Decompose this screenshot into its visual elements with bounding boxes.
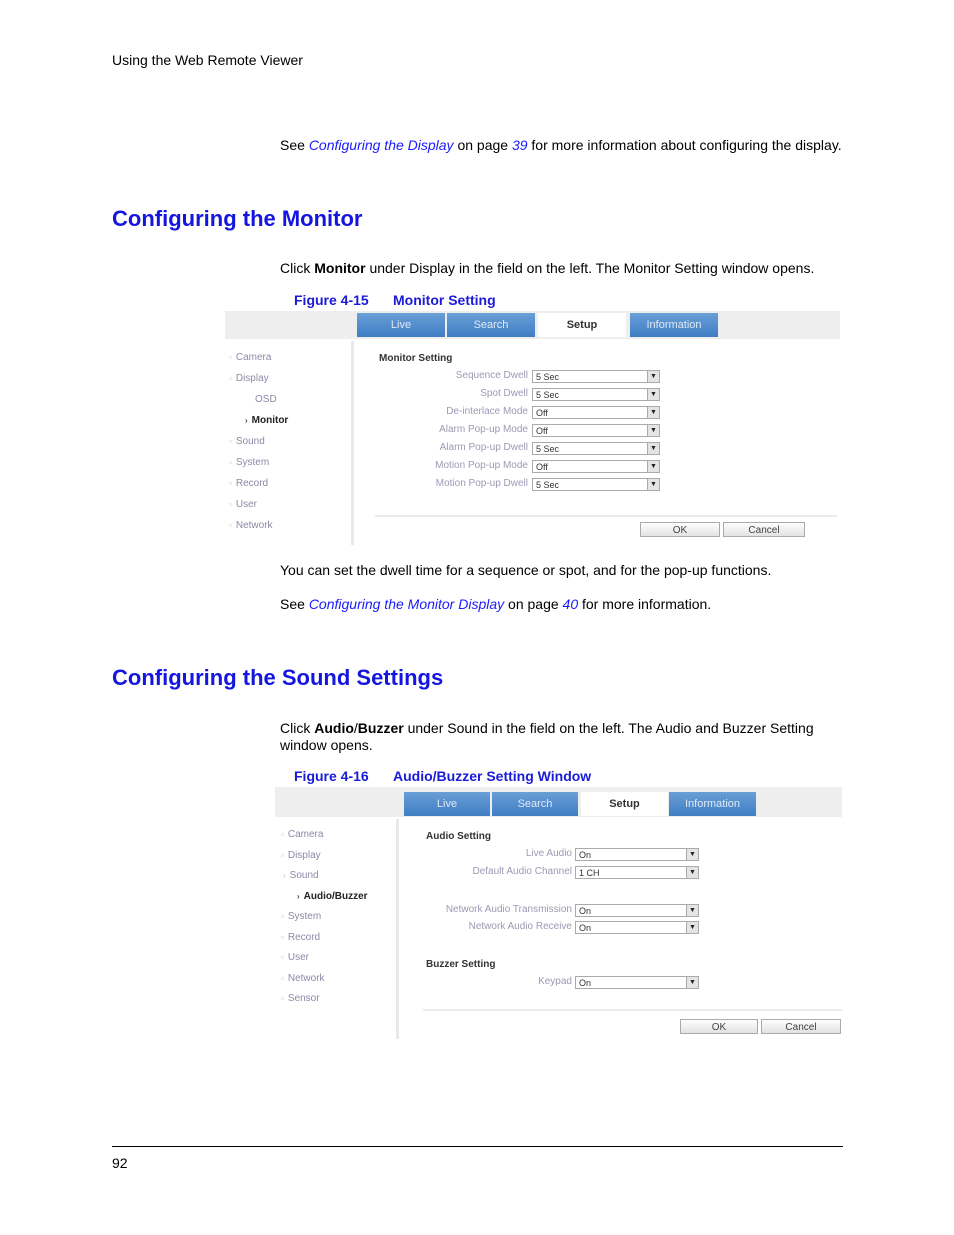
network-audio-transmission-label: Network Audio Transmission (445, 904, 572, 915)
live-audio-label: Live Audio (525, 848, 572, 859)
deinterlace-mode-label: De-interlace Mode (446, 406, 528, 417)
bullet-icon: ▫ (229, 374, 232, 383)
sidebar-item-network[interactable]: ▫ Network (281, 973, 325, 984)
sidebar-item-record[interactable]: ▫ Record (281, 932, 321, 943)
bullet-icon: ▫ (229, 479, 232, 488)
monitor-p1-pre: Click (280, 260, 315, 276)
buzzer-setting-title: Buzzer Setting (426, 959, 496, 970)
sidebar-item-sound[interactable]: ▫ Sound (229, 436, 265, 447)
tab-setup[interactable]: Setup (538, 313, 626, 337)
sidebar-item-system[interactable]: ▫ System (229, 457, 270, 468)
alarm-popup-dwell-label: Alarm Pop-up Dwell (439, 442, 528, 453)
dropdown-arrow-icon: ▼ (686, 849, 698, 860)
intro-mid: on page (453, 137, 512, 153)
sidebar-item-sensor[interactable]: ▫ Sensor (281, 993, 320, 1004)
bullet-icon: ▫ (281, 912, 284, 921)
network-audio-receive-label: Network Audio Receive (468, 921, 572, 932)
running-header: Using the Web Remote Viewer (112, 52, 303, 68)
sidebar-item-system[interactable]: ▫ System (281, 911, 322, 922)
setup-sidebar (225, 341, 354, 545)
monitor-heading: Configuring the Monitor (112, 206, 363, 231)
figure-title: Monitor Setting (393, 292, 496, 308)
sidebar-item-sound[interactable]: › Sound (283, 870, 319, 881)
sidebar-item-user[interactable]: ▫ User (281, 952, 309, 963)
alarm-popup-mode-select[interactable]: Off ▼ (532, 424, 660, 437)
network-audio-transmission-select[interactable]: On ▼ (575, 904, 699, 917)
monitor-setting-title: Monitor Setting (379, 353, 453, 364)
tab-live[interactable]: Live (404, 792, 490, 816)
figure-number: Figure 4-16 (294, 768, 369, 784)
display-page-link[interactable]: 39 (511, 137, 528, 153)
tab-information[interactable]: Information (630, 313, 718, 337)
dropdown-arrow-icon: ▼ (647, 479, 659, 490)
sidebar-item-camera[interactable]: ▫ Camera (229, 352, 272, 363)
sidebar-item-display[interactable]: ▫ Display (281, 850, 321, 861)
monitor-see-paragraph (280, 596, 711, 613)
sidebar-item-monitor[interactable]: › Monitor (245, 415, 289, 426)
monitor-see-mid: on page (504, 596, 563, 612)
dropdown-arrow-icon: ▼ (647, 425, 659, 436)
cancel-button[interactable]: Cancel (761, 1019, 841, 1034)
monitor-instructions (280, 260, 814, 277)
ok-button[interactable]: OK (640, 522, 720, 537)
sidebar-item-osd[interactable]: OSD (255, 394, 277, 405)
divider (423, 1009, 842, 1011)
alarm-popup-mode-label: Alarm Pop-up Mode (439, 424, 528, 435)
network-audio-receive-select[interactable]: On ▼ (575, 921, 699, 934)
tab-live[interactable]: Live (357, 313, 445, 337)
monitor-see-rest: for more information. (578, 596, 712, 612)
monitor-p1-bold: Monitor (314, 260, 366, 276)
default-audio-channel-select[interactable]: 1 CH ▼ (575, 866, 699, 879)
divider (375, 515, 837, 517)
sound-instructions (280, 720, 840, 754)
sidebar-item-display[interactable]: ▫ Display (229, 373, 269, 384)
arrow-icon: › (297, 892, 300, 901)
dropdown-arrow-icon: ▼ (686, 867, 698, 878)
bullet-icon: ▫ (281, 851, 284, 860)
sound-p1-buzzer: Buzzer (357, 720, 404, 736)
sound-p1-audio: Audio (314, 720, 354, 736)
dropdown-arrow-icon: ▼ (686, 905, 698, 916)
page-number: 92 (112, 1155, 128, 1171)
monitor-dwell-paragraph: You can set the dwell time for a sequence or spot, and for the pop-up functions. (280, 562, 772, 578)
dropdown-arrow-icon: ▼ (686, 922, 698, 933)
sidebar-item-record[interactable]: ▫ Record (229, 478, 269, 489)
motion-popup-dwell-select[interactable]: 5 Sec ▼ (532, 478, 660, 491)
bullet-icon: ▫ (229, 458, 232, 467)
monitor-display-page-link[interactable]: 40 (562, 596, 579, 612)
figure-number: Figure 4-15 (294, 292, 369, 308)
keypad-label: Keypad (538, 976, 572, 987)
dropdown-arrow-icon: ▼ (647, 407, 659, 418)
keypad-select[interactable]: On ▼ (575, 976, 699, 989)
deinterlace-mode-select[interactable]: Off ▼ (532, 406, 660, 419)
dropdown-arrow-icon: ▼ (647, 371, 659, 382)
bullet-icon: ▫ (229, 521, 232, 530)
tab-bar (225, 311, 840, 339)
sequence-dwell-label: Sequence Dwell (455, 370, 528, 381)
motion-popup-dwell-label: Motion Pop-up Dwell (435, 478, 528, 489)
dropdown-arrow-icon: ▼ (647, 389, 659, 400)
setup-sidebar (275, 819, 399, 1039)
sidebar-item-network[interactable]: ▫ Network (229, 520, 273, 531)
sound-p1-post: under Sound in the field on the left. The Audio and Buzzer Setting window opens. (280, 720, 814, 753)
spot-dwell-select[interactable]: 5 Sec ▼ (532, 388, 660, 401)
dropdown-arrow-icon: ▼ (686, 977, 698, 988)
default-audio-channel-label: Default Audio Channel (472, 866, 572, 877)
figure-4-15-caption (294, 292, 496, 308)
monitor-display-link[interactable]: Configuring the Monitor Display (308, 596, 505, 612)
sidebar-item-camera[interactable]: ▫ Camera (281, 829, 324, 840)
sidebar-item-audio-buzzer[interactable]: › Audio/Buzzer (297, 891, 368, 902)
sound-p1-slash: / (353, 720, 358, 736)
cancel-button[interactable]: Cancel (723, 522, 805, 537)
monitor-setting-screenshot (225, 311, 840, 545)
tab-bar (275, 787, 842, 817)
alarm-popup-dwell-select[interactable]: 5 Sec ▼ (532, 442, 660, 455)
monitor-see: See (280, 596, 309, 612)
sound-p1-pre: Click (280, 720, 315, 736)
motion-popup-mode-select[interactable]: Off ▼ (532, 460, 660, 473)
motion-popup-mode-label: Motion Pop-up Mode (435, 460, 528, 471)
live-audio-select[interactable]: On ▼ (575, 848, 699, 861)
dropdown-arrow-icon: ▼ (647, 461, 659, 472)
display-link[interactable]: Configuring the Display (308, 137, 454, 153)
intro-paragraph (280, 137, 842, 154)
tab-search[interactable]: Search (447, 313, 535, 337)
figure-4-16-caption (294, 768, 591, 784)
arrow-icon: › (283, 871, 286, 880)
sidebar-item-user[interactable]: ▫ User (229, 499, 257, 510)
bullet-icon: ▫ (229, 500, 232, 509)
bullet-icon: ▫ (281, 830, 284, 839)
intro-see: See (280, 137, 309, 153)
bullet-icon: ▫ (229, 353, 232, 362)
dropdown-arrow-icon: ▼ (647, 443, 659, 454)
spot-dwell-label: Spot Dwell (480, 388, 528, 399)
audio-buzzer-screenshot (275, 787, 842, 1039)
tab-information[interactable]: Information (669, 792, 756, 816)
bullet-icon: ▫ (281, 933, 284, 942)
bullet-icon: ▫ (281, 974, 284, 983)
intro-rest: for more information about configuring the display. (527, 137, 842, 153)
bullet-icon: ▫ (281, 994, 284, 1003)
arrow-icon: › (245, 416, 248, 425)
footer-rule (112, 1146, 843, 1147)
bullet-icon: ▫ (281, 953, 284, 962)
sequence-dwell-select[interactable]: 5 Sec ▼ (532, 370, 660, 383)
ok-button[interactable]: OK (680, 1019, 758, 1034)
monitor-p1-post: under Display in the field on the left. The Monitor Setting window opens. (365, 260, 815, 276)
tab-setup[interactable]: Setup (581, 792, 668, 816)
bullet-icon: ▫ (229, 437, 232, 446)
tab-search[interactable]: Search (492, 792, 578, 816)
audio-setting-title: Audio Setting (426, 831, 491, 842)
figure-title: Audio/Buzzer Setting Window (393, 768, 592, 784)
sound-heading: Configuring the Sound Settings (112, 665, 444, 690)
